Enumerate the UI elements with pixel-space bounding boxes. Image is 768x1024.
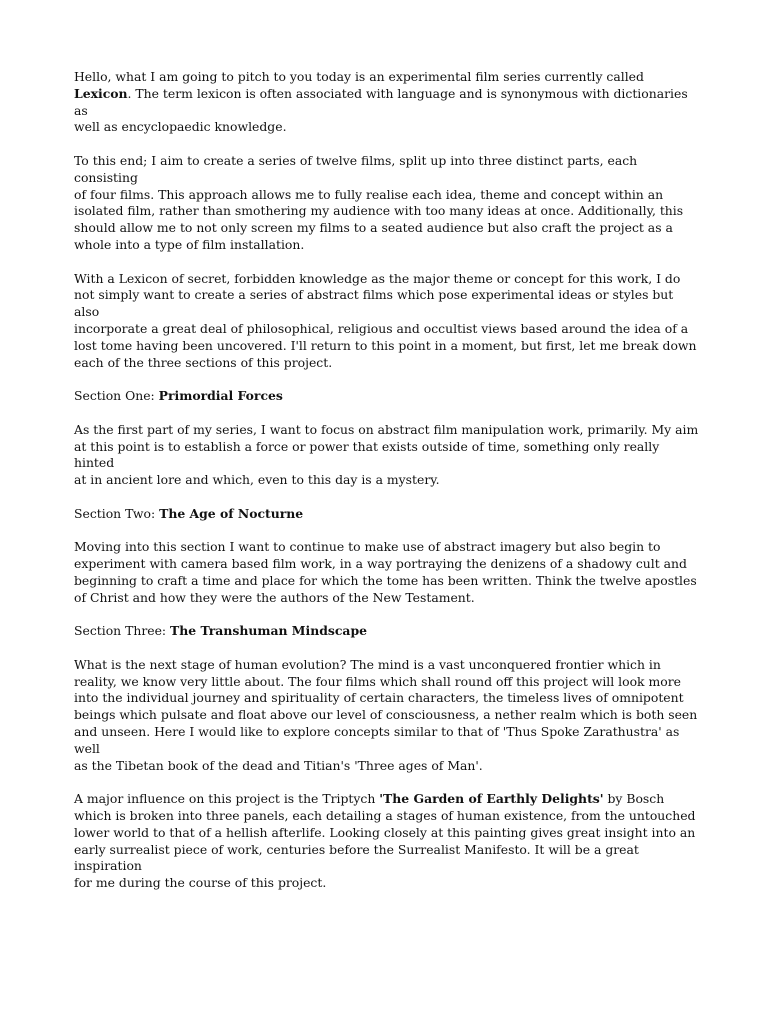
closing-text-end: by Bosch which is broken into three panels, each detailing a stages of human existence, from the untouched lower world to that of a hellish afterlife. Looking closely at this painting gives great insight into an early surrealist piece of work, centuries before the Surrealist Manifesto. It will be a great inspiration for me during the course of this project. xyxy=(74,791,696,891)
section-three-heading xyxy=(74,623,700,640)
intro-text-end: . The term lexicon is often associated with language and is synonymous with dictionaries as well as encyclopaedic knowledge. xyxy=(74,85,688,135)
section-three-title: The Transhuman Mindscape xyxy=(170,623,367,639)
section-two-title: The Age of Nocturne xyxy=(159,505,304,521)
section-one-label: Section One: xyxy=(74,388,159,404)
section-one-body: As the first part of my series, I want to focus on abstract film manipulation work, primarily. My aim at this point is to establish a force or power that exists outside of time, something only really hinted at in ancient lore and which, even to this day is a mystery. xyxy=(74,421,699,488)
theme-paragraph: With a Lexicon of secret, forbidden knowledge as the major theme or concept for this work, I do not simply want to create a series of abstract films which pose experimental ideas or styles but also incorporate a great deal of philosophical, religious and occultist views based around the idea of a lost tome having been uncovered. I'll return to this point in a moment, but first, let me break down each of the three sections of this project. xyxy=(74,270,697,370)
section-two-body: Moving into this section I want to continue to make use of abstract imagery but also begin to experiment with camera based film work, in a way portraying the denizens of a shadowy cult and beginning to craft a time and place for which the tome has been written. Think the twelve apostles of Christ and how they were the authors of the New Testament. xyxy=(74,539,697,605)
project-structure-paragraph: To this end; I aim to create a series of twelve films, split up into three distinct parts, each consisting of four films. This approach allows me to fully realise each idea, theme and concept within an isolated film, rather than smothering my audience with too many ideas at once. Additionally, this should allow me to not only screen my films to a seated audience but also craft the project as a whole into a type of film installation. xyxy=(74,152,684,252)
section-one-heading xyxy=(74,388,700,405)
section-one-title: Primordial Forces xyxy=(158,388,283,404)
section-three-body: What is the next stage of human evolution? The mind is a vast unconquered frontier which in reality, we know very little about. The four films which shall round off this project will look more into the individual journey and spirituality of certain characters, the timeless lives of omnipotent beings which pulsate and float above our level of consciousness, a nether realm which is both seen and unseen. Here I would like to explore concepts similar to that of 'Thus Spoke Zarathustra' as well as the Tibetan book of the dead and Titian's 'Three ages of Man'. xyxy=(74,656,698,773)
intro-paragraph xyxy=(74,69,700,136)
section-two-label: Section Two: xyxy=(74,505,160,521)
intro-text-start: Hello, what I am going to pitch to you today is an experimental film series currently called xyxy=(74,69,644,84)
section-three-label: Section Three: xyxy=(74,623,171,639)
lexicon-title: Lexicon xyxy=(74,85,128,101)
document-page xyxy=(74,69,700,909)
garden-of-earthly-delights-title: 'The Garden of Earthly Delights' xyxy=(379,791,604,807)
section-two-heading xyxy=(74,506,700,523)
closing-text-start: A major influence on this project is the Triptych xyxy=(74,791,380,807)
closing-paragraph xyxy=(74,791,700,892)
